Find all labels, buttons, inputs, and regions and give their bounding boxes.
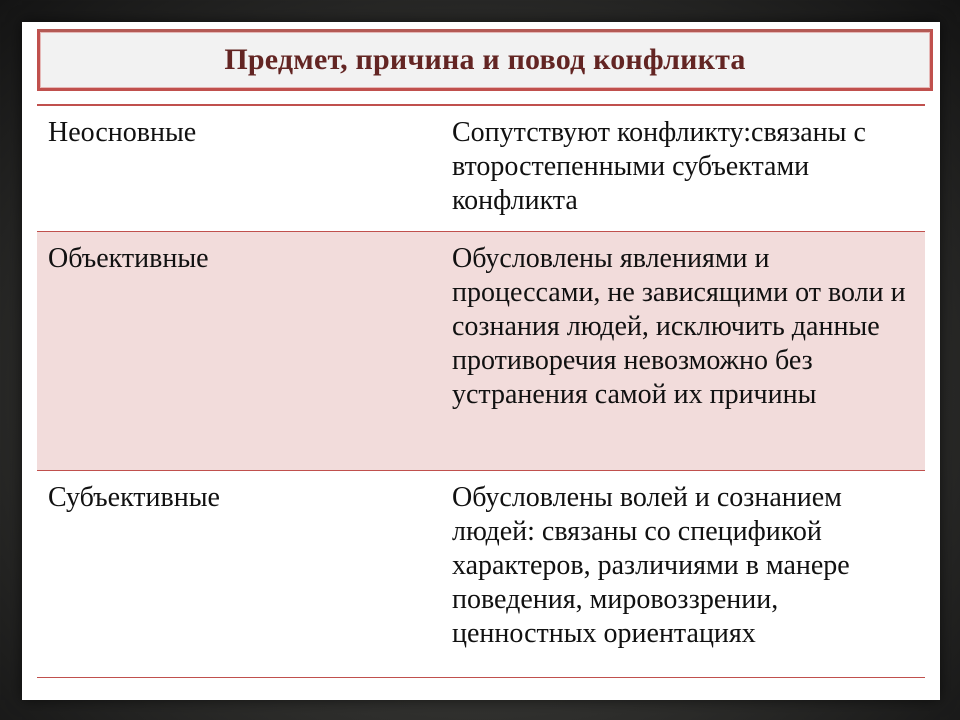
title-box xyxy=(37,29,933,91)
slide xyxy=(22,22,940,700)
description-cell: Обусловлены волей и сознанием людей: связаны со спецификой характеров, различиями в манере поведения, мировоззрении, ценностных ориентациях xyxy=(452,482,850,649)
table-row xyxy=(37,106,925,232)
term-cell: Субъективные xyxy=(48,482,220,513)
term-cell: Объективные xyxy=(48,243,209,274)
table-row xyxy=(37,471,925,678)
description-cell: Обусловлены явлениями и процессами, не зависящими от воли и сознания людей, исключить данные противоречия невозможно без устранения самой их причины xyxy=(452,243,906,410)
slide-title: Предмет, причина и повод конфликта xyxy=(224,43,746,76)
causes-table xyxy=(37,104,925,678)
term-cell: Неосновные xyxy=(48,117,197,148)
table-row xyxy=(37,232,925,471)
description-cell: Сопутствуют конфликту:связаны с второстепенными субъектами конфликта xyxy=(452,117,866,216)
